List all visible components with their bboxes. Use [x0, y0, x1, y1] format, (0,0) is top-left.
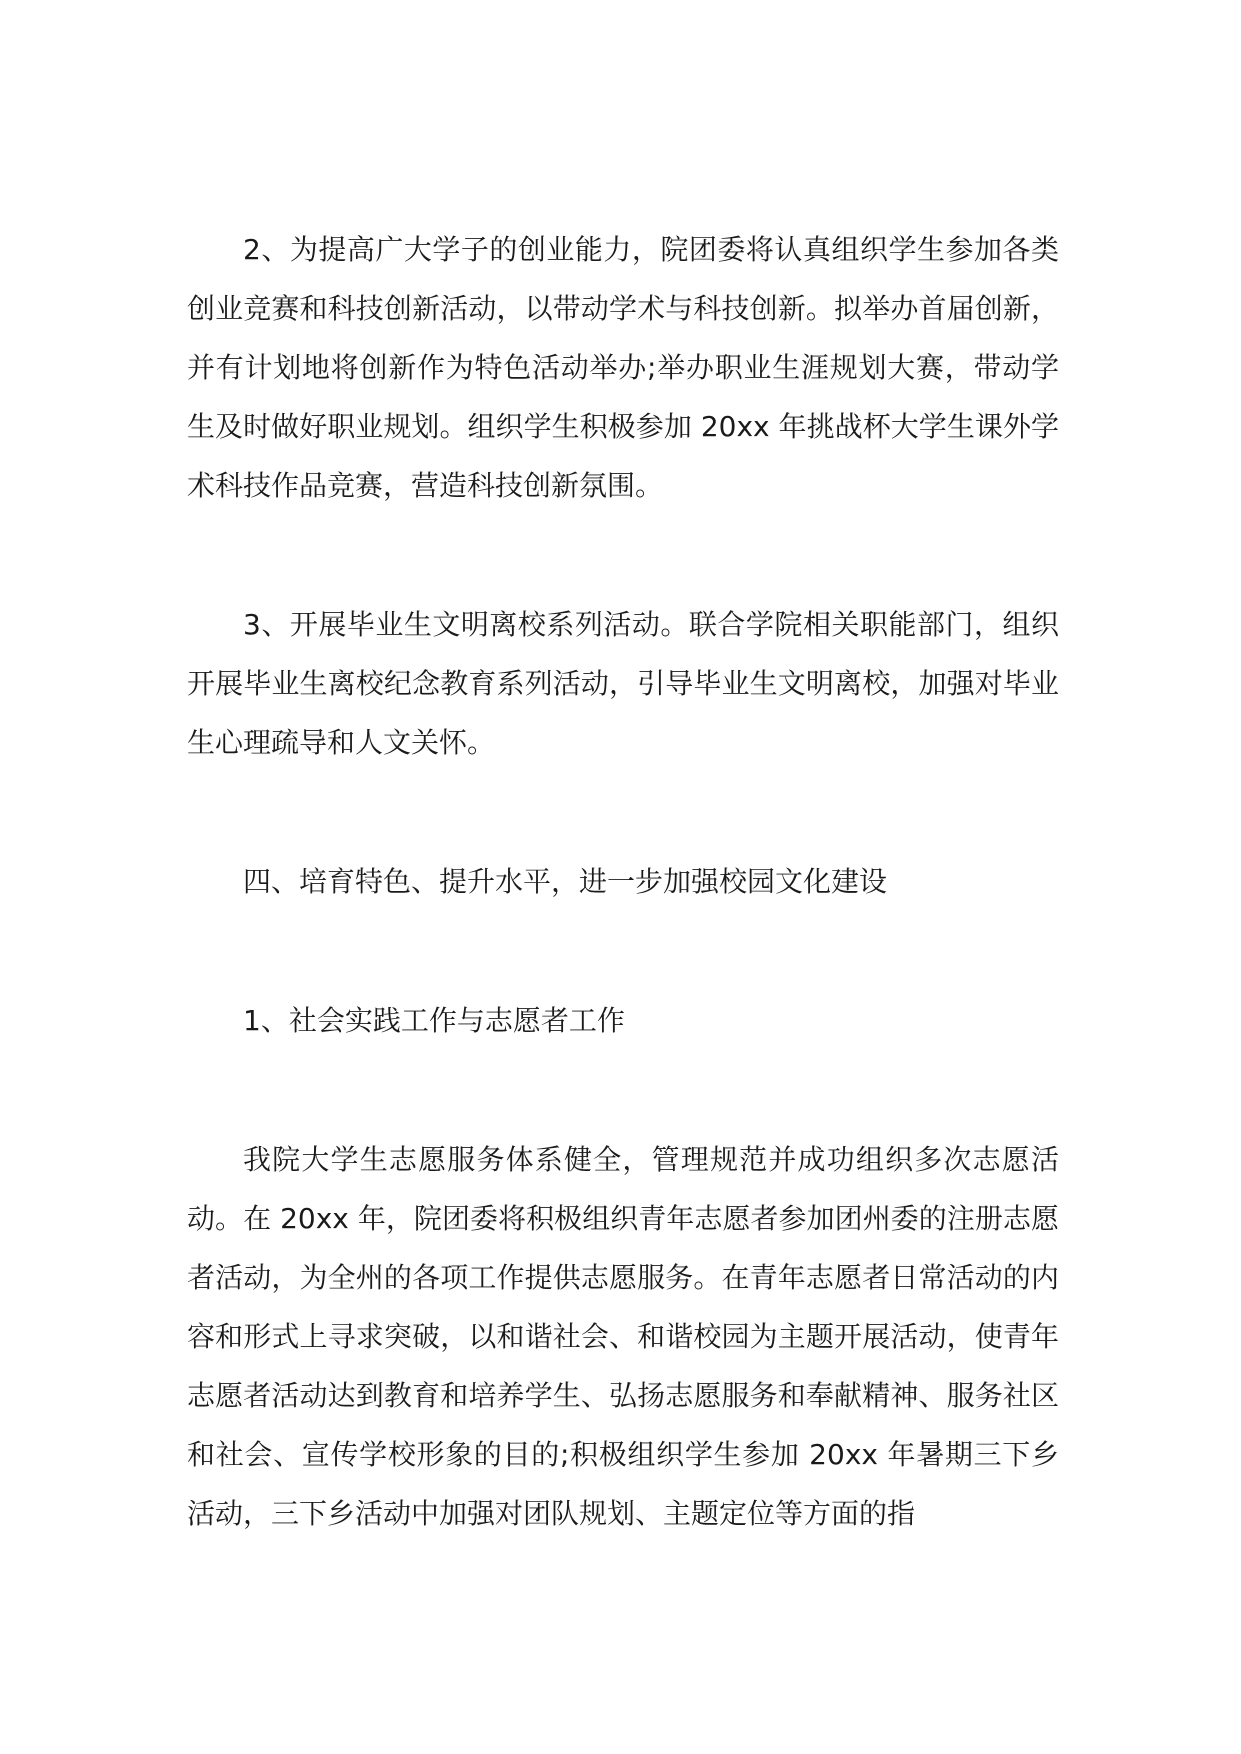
subsection-heading: 1、社会实践工作与志愿者工作 [243, 1004, 625, 1037]
document-body [187, 220, 1059, 1543]
paragraph-gap [187, 1050, 1059, 1130]
paragraph-gap [187, 911, 1059, 991]
paragraph-entrepreneurship: 2、为提高广大学子的创业能力，院团委将认真组织学生参加各类创业竞赛和科技创新活动，以带动学术与科技创新。拟举办首届创新，并有计划地将创新作为特色活动举办;举办职业生涯规划大赛，带动学生及时做好职业规划。组织学生积极参加 20xx 年挑战杯大学生课外学术科技作品竞赛，营造科技创新氛围。 [187, 233, 1059, 502]
paragraph-volunteers: 我院大学生志愿服务体系健全，管理规范并成功组织多次志愿活动。在 20xx 年，院团委将积极组织青年志愿者参加团州委的注册志愿者活动，为全州的各项工作提供志愿服务。在青年志愿者日常活动的内容和形式上寻求突破，以和谐社会、和谐校园为主题开展活动，使青年志愿者活动达到教育和培养学生、弘扬志愿服务和奉献精神、服务社区和社会、宣传学校形象的目的;积极组织学生参加 20xx 年暑期三下乡活动，三下乡活动中加强对团队规划、主题定位等方面的指 [187, 1143, 1059, 1530]
paragraph-gap [187, 772, 1059, 852]
section-heading: 四、培育特色、提升水平，进一步加强校园文化建设 [243, 865, 888, 898]
paragraph-gap [187, 515, 1059, 595]
paragraph-graduates: 3、开展毕业生文明离校系列活动。联合学院相关职能部门，组织开展毕业生离校纪念教育系列活动，引导毕业生文明离校，加强对毕业生心理疏导和人文关怀。 [187, 608, 1059, 759]
